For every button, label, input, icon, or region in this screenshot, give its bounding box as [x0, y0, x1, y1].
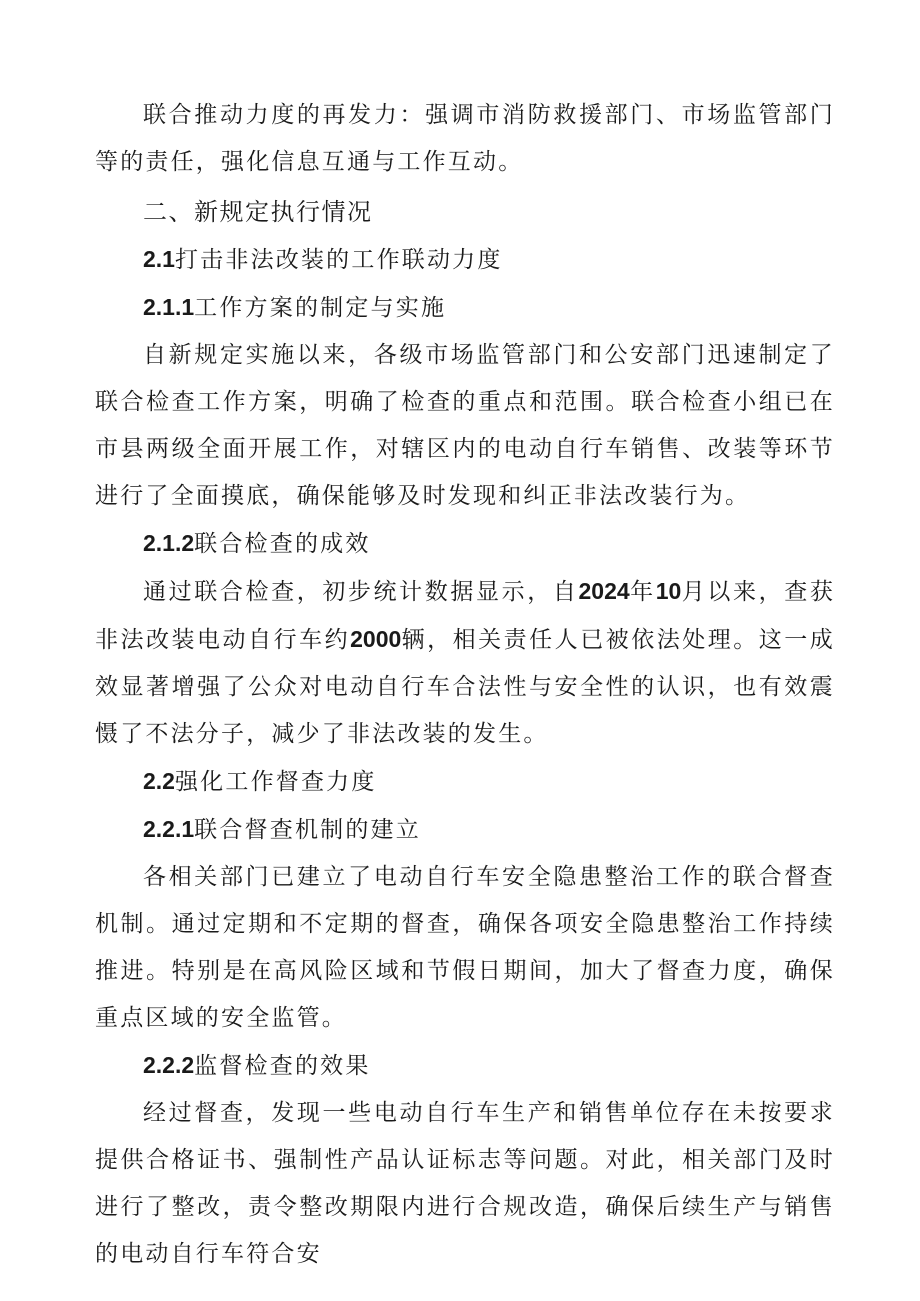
subsection-heading-2-1-2 [95, 520, 835, 568]
subsection-heading-2-2 [95, 758, 835, 806]
text-run: 辆，相关责任人已被依法处理。这一成效显著增强了公众对电动自行车合法性与安全性的认识，也有效震慑了不法分子，减少了非法改装的发生。 [95, 627, 835, 747]
heading-number: 2.1 [143, 246, 175, 272]
heading-text: 联合检查的成效 [194, 531, 371, 557]
count-number: 2000 [350, 626, 402, 652]
text-run: 月以来，查获非法改装电动自行车约 [95, 579, 836, 653]
section-heading-2: 二、新规定执行情况 [143, 198, 373, 226]
heading-text: 打击非法改装的工作联动力度 [174, 247, 503, 273]
year-number: 2024 [578, 578, 630, 604]
heading-number: 2.2.2 [143, 1052, 195, 1078]
month-number: 10 [655, 578, 682, 604]
subsection-heading-2-2-1 [95, 806, 835, 854]
heading-number: 2.1.2 [143, 530, 195, 556]
subsection-heading-2-2-2 [95, 1042, 835, 1090]
document-page [95, 92, 835, 1278]
heading-text: 监督检查的效果 [194, 1053, 371, 1079]
paragraph-2-1-1: 自新规定实施以来，各级市场监管部门和公安部门迅速制定了联合检查工作方案，明确了检查的重点和范围。联合检查小组已在市县两级全面开展工作，对辖区内的电动自行车销售、改装等环节进行了全面摸底，确保能够及时发现和纠正非法改装行为。 [95, 342, 835, 509]
heading-text: 强化工作督查力度 [174, 769, 377, 795]
subsection-heading-2-1 [95, 236, 835, 284]
paragraph-2-1-2 [95, 568, 835, 758]
heading-number: 2.2 [143, 768, 175, 794]
paragraph-2-2-2: 经过督查，发现一些电动自行车生产和销售单位存在未按要求提供合格证书、强制性产品认证标志等问题。对此，相关部门及时进行了整改，责令整改期限内进行合规改造，确保后续生产与销售的电动自行车符合安 [95, 1100, 835, 1267]
paragraph-2-2-1: 各相关部门已建立了电动自行车安全隐患整治工作的联合督查机制。通过定期和不定期的督查，确保各项安全隐患整治工作持续推进。特别是在高风险区域和节假日期间，加大了督查力度，确保重点区域的安全监管。 [95, 864, 835, 1031]
heading-number: 2.1.1 [143, 294, 195, 320]
heading-text: 联合督查机制的建立 [194, 817, 421, 843]
subsection-heading-2-1-1 [95, 284, 835, 332]
intro-paragraph: 联合推动力度的再发力：强调市消防救援部门、市场监管部门等的责任，强化信息互通与工作互动。 [95, 102, 835, 175]
text-run: 年 [629, 579, 656, 605]
heading-number: 2.2.1 [143, 816, 195, 842]
heading-text: 工作方案的制定与实施 [194, 295, 447, 321]
text-run: 通过联合检查，初步统计数据显示，自 [143, 579, 579, 605]
